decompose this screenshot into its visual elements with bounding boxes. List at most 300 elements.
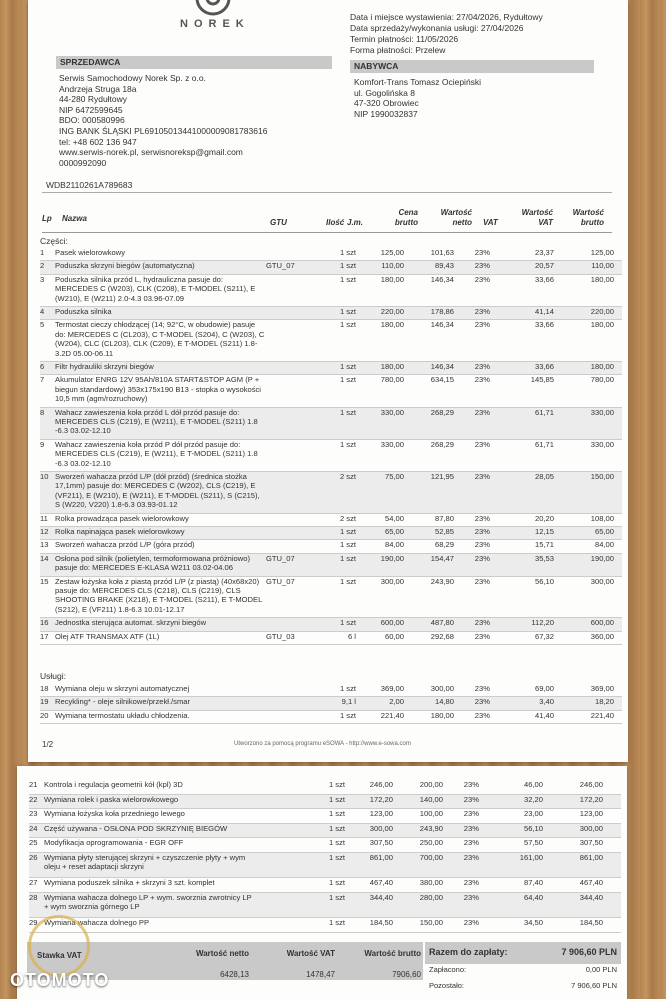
cell-net: 300,00	[430, 684, 454, 693]
cell-name: Wymiana płyty sterującej skrzyni + czyszczenie płyty + wym oleju + reset adaptacji skrzyni	[44, 853, 246, 872]
cell-gross: 123,00	[579, 809, 603, 819]
due-date: Termin płatności: 11/05/2026	[350, 34, 459, 44]
cell-vatv: 33,66	[534, 274, 554, 284]
cell-qty: 1 szt	[339, 274, 356, 284]
cell-vatv: 15,71	[534, 540, 554, 550]
table-row	[40, 375, 622, 407]
table-row	[40, 577, 622, 619]
cell-lp: 26	[29, 853, 38, 862]
cell-gtu: GTU_07	[266, 553, 295, 563]
cell-qty: 1 szt	[339, 618, 356, 628]
table-row	[40, 261, 622, 274]
seller-line: www.serwis-norek.pl, serwisnoreksp@gmail.com	[59, 147, 243, 158]
cell-qty: 1 szt	[339, 540, 356, 550]
totals-vat-label: Wartość VAT	[286, 949, 335, 958]
cell-vat: 23%	[463, 794, 479, 804]
cell-net: 634,15	[430, 375, 454, 385]
cell-vat: 23%	[474, 375, 490, 385]
col-gtu: GTU	[270, 218, 287, 227]
cell-price: 190,00	[380, 553, 404, 563]
issue-date: Data i miejsce wystawienia: 27/04/2026, Rydułtowy	[350, 12, 543, 22]
company-stamp	[28, 915, 90, 977]
paid-label: Zapłacono:	[429, 965, 467, 974]
cell-qty: 1 szt	[328, 892, 345, 902]
cell-vat: 23%	[463, 838, 479, 848]
payment-form: Forma płatności: Przelew	[350, 45, 446, 55]
cell-lp: 15	[40, 576, 49, 586]
cell-vat: 23%	[474, 261, 490, 271]
cell-gtu: GTU_03	[266, 631, 295, 641]
table-row	[40, 618, 622, 631]
cell-lp: 13	[40, 540, 49, 550]
col-gross: Wartość brutto	[572, 208, 604, 227]
cell-name: Poduszka silnika przód L, hydrauliczna pasuje do: MERCEDES C (W203), CLK (C208), E T-MODEL (S211), E (W210), E (W211) 2.0-4.3 03.96-07.09	[55, 274, 256, 303]
cell-vatv: 23,37	[534, 248, 554, 257]
cell-net: 250,00	[419, 838, 443, 848]
cell-vatv: 32,20	[523, 794, 543, 804]
cell-price: 600,00	[380, 618, 404, 628]
cell-net: 146,34	[430, 320, 454, 330]
seller-line: tel: +48 602 136 947	[59, 136, 137, 147]
section-parts: Części:	[40, 236, 68, 246]
cell-price: 344,40	[369, 892, 393, 902]
table-row	[29, 838, 621, 853]
cell-vatv: 41,40	[534, 710, 554, 720]
cell-vat: 23%	[463, 809, 479, 819]
table-row	[40, 527, 622, 540]
cell-qty: 2 szt	[339, 472, 356, 481]
totals-vat: 1478,47	[306, 970, 335, 979]
cell-qty: 6 l	[347, 631, 356, 641]
cell-price: 65,00	[384, 527, 404, 536]
cell-lp: 28	[29, 892, 38, 902]
page-number: 1/2	[42, 740, 54, 749]
cell-vatv: 3,40	[539, 697, 554, 707]
table-row	[29, 853, 621, 878]
cell-gross: 600,00	[590, 618, 614, 628]
table-row	[40, 408, 622, 440]
cell-lp: 19	[40, 697, 49, 707]
cell-qty: 2 szt	[339, 513, 356, 523]
cell-vat: 23%	[474, 553, 490, 563]
cell-price: 2,00	[389, 697, 404, 707]
cell-lp: 29	[29, 918, 38, 927]
cell-net: 101,63	[430, 248, 454, 257]
cell-name: Wymiana łożyska koła przedniego lewego	[44, 809, 185, 819]
table-row	[29, 878, 621, 893]
section-services: Usługi:	[40, 671, 66, 681]
cell-vatv: 35,53	[534, 553, 554, 563]
cell-gross: 180,00	[590, 274, 614, 284]
cell-price: 54,00	[384, 513, 404, 523]
cell-lp: 1	[40, 248, 45, 257]
cell-price: 369,00	[380, 684, 404, 693]
table-row	[29, 780, 621, 795]
cell-vatv: 69,00	[534, 684, 554, 693]
col-unit: J.m.	[347, 218, 364, 227]
cell-price: 307,50	[369, 838, 393, 848]
cell-gross: 221,40	[590, 710, 614, 720]
cell-lp: 20	[40, 710, 49, 720]
cell-lp: 14	[40, 553, 49, 563]
totals-net-label: Wartość netto	[195, 949, 249, 958]
table-row	[40, 554, 622, 577]
cell-vat: 23%	[463, 853, 479, 862]
cell-vat: 23%	[474, 631, 490, 641]
cell-vatv: 41,14	[534, 307, 554, 316]
cell-lp: 24	[29, 823, 38, 833]
cell-qty: 1 szt	[328, 780, 345, 789]
cell-qty: 1 szt	[339, 375, 356, 385]
rest-label: Pozostało:	[429, 981, 465, 990]
cell-vatv: 57,50	[523, 838, 543, 848]
cell-vat: 23%	[474, 618, 490, 628]
totals-net: 6428,13	[220, 970, 249, 979]
cell-vat: 23%	[474, 527, 490, 536]
rest-amount: 7 906,60 PLN	[571, 981, 617, 990]
seller-line: 0000992090	[59, 157, 107, 168]
cell-price: 123,00	[369, 809, 393, 819]
seller-line: 44-280 Rydułtowy	[59, 94, 128, 105]
table-row	[40, 472, 622, 514]
seller-line: Serwis Samochodowy Norek Sp. z o.o.	[59, 73, 206, 83]
cell-lp: 25	[29, 838, 38, 848]
seller-line: NIP 6472599645	[59, 104, 123, 115]
cell-price: 780,00	[380, 375, 404, 385]
cell-net: 87,80	[434, 513, 454, 523]
table-row	[29, 824, 621, 839]
cell-name: Sworzeń wahacza przód L/P (dół przód) (średnica stożka 17,1mm) pasuje do: MERCEDES C (W202), CLS (C219), E (VF211), E (W210), E (W211), E T-MODEL (S211), S (C215), S (W220, V220) 1.8-6.3 03.93-01.12	[55, 472, 260, 510]
cell-net: 52,85	[434, 527, 454, 536]
table-row	[29, 809, 621, 824]
cell-name: Wymiana oleju w skrzyni automatycznej	[55, 684, 190, 693]
cell-gross: 84,00	[594, 540, 614, 550]
cell-name: Jednostka sterująca automat. skrzyni biegów	[55, 618, 207, 628]
cell-vatv: 61,71	[534, 407, 554, 417]
table-row	[40, 632, 622, 645]
cell-vatv: 56,10	[534, 576, 554, 586]
cell-vat: 23%	[474, 439, 490, 449]
table-row	[40, 540, 622, 553]
cell-gross: 65,00	[594, 527, 614, 536]
logo-text: NOREK	[180, 18, 250, 30]
cell-gross: 246,00	[579, 780, 603, 789]
table-row	[29, 918, 621, 933]
cell-name: Kontrola i regulacja geometrii kół (kpl) 3D	[44, 780, 183, 789]
cell-name: Akumulator ENRG 12V 95Ah/810A START&STOP AGM (P + biegun standardowy) 353x175x190 B13 - stopka o wysokości 10,5 mm (agm/rozruchowy)	[55, 375, 261, 404]
cell-vatv: 20,20	[534, 513, 554, 523]
cell-vatv: 67,32	[534, 631, 554, 641]
col-qty: Ilość	[326, 218, 345, 227]
cell-lp: 27	[29, 878, 38, 888]
seller-line: ING BANK ŚLĄSKI PL69105013441000009081783616	[59, 125, 268, 136]
buyer-header: NABYWCA	[350, 60, 594, 73]
cell-net: 100,00	[419, 809, 443, 819]
cell-vatv: 23,00	[523, 809, 543, 819]
cell-net: 700,00	[419, 853, 443, 862]
cell-gross: 780,00	[590, 375, 614, 385]
cell-vatv: 112,20	[531, 618, 554, 628]
cell-lp: 7	[40, 375, 45, 385]
cell-gross: 360,00	[590, 631, 614, 641]
cell-lp: 18	[40, 684, 49, 693]
cell-net: 292,68	[430, 631, 454, 641]
buyer-line: NIP 1990032837	[354, 108, 418, 119]
cell-qty: 1 szt	[339, 684, 356, 693]
cell-qty: 1 szt	[339, 439, 356, 449]
due-amount: 7 906,60 PLN	[561, 947, 617, 957]
cell-price: 330,00	[380, 439, 404, 449]
cell-lp: 8	[40, 407, 45, 417]
table-row	[40, 248, 622, 261]
cell-gross: 125,00	[590, 248, 614, 257]
col-net: Wartość netto	[440, 208, 472, 227]
cell-qty: 9,1 l	[341, 697, 356, 707]
cell-gross: 110,00	[591, 261, 614, 271]
cell-name: Modyfikacja oprogramowania - EGR OFF	[44, 838, 184, 848]
cell-net: 380,00	[419, 878, 443, 888]
col-name: Nazwa	[62, 214, 87, 223]
company-logo	[168, 0, 258, 30]
cell-price: 180,00	[380, 320, 404, 330]
footer-note: Utworzono za pomocą programu eSOWA - http://www.e-sowa.com	[234, 741, 411, 747]
cell-gtu: GTU_07	[266, 576, 295, 586]
cell-name: Wahacz zawieszenia koła przód P dół przód pasuje do: MERCEDES CLS (C219), E (W211), E T-MODEL (S211) 1.8 -6.3 03.02-12.10	[55, 439, 258, 468]
cell-gross: 861,00	[579, 853, 603, 862]
table-row	[40, 275, 622, 307]
cell-name: Wymiana rolek i paska wielorowkowego	[44, 794, 179, 804]
cell-name: Poduszka skrzyni biegów (automatyczna)	[55, 261, 195, 271]
cell-vat: 23%	[474, 362, 490, 371]
cell-lp: 17	[40, 631, 49, 641]
cell-lp: 23	[29, 809, 38, 819]
cell-vat: 23%	[474, 274, 490, 284]
cell-gross: 300,00	[590, 576, 614, 586]
seller-line: BDO: 000580996	[59, 115, 125, 126]
cell-name: Rolka prowadząca pasek wielorowkowy	[55, 513, 189, 523]
cell-name: Część używana - OSŁONA POD SKRZYNIĘ BIEGÓW	[44, 823, 228, 833]
invoice-page-2	[17, 766, 627, 999]
paid-amount: 0,00 PLN	[585, 965, 617, 974]
cell-gross: 369,00	[590, 684, 614, 693]
cell-name: Zestaw łożyska koła z piastą przód L/P (z piastą) (40x68x20) pasuje do: MERCEDES CLS (C218), CLS (C219), CLS SHOOTING BRAKE (X218), E T-MODEL (S211), E T-MODEL (S212), E (VF211) 1.8-6.3 10.01-12.17	[55, 576, 263, 614]
cell-vat: 23%	[474, 407, 490, 417]
totals-rate-label: Stawka VAT	[37, 951, 82, 960]
cell-gross: 108,00	[590, 513, 614, 523]
cell-qty: 1 szt	[339, 320, 356, 330]
cell-qty: 1 szt	[328, 838, 345, 848]
cell-net: 243,90	[419, 823, 443, 833]
cell-gross: 467,40	[579, 878, 603, 888]
cell-price: 300,00	[369, 823, 393, 833]
cell-vatv: 87,40	[523, 878, 543, 888]
cell-vatv: 64,40	[523, 892, 543, 902]
invoice-page-1	[28, 0, 628, 762]
cell-gross: 180,00	[590, 320, 614, 330]
invoice-dates	[350, 12, 543, 56]
cell-qty: 1 szt	[328, 853, 345, 862]
cell-vatv: 61,71	[534, 439, 554, 449]
table-row	[40, 440, 622, 472]
cell-name: Wymiana termostatu układu chłodzenia.	[55, 710, 190, 720]
table-row	[29, 893, 621, 918]
cell-lp: 2	[40, 261, 45, 271]
cell-gross: 184,50	[579, 918, 603, 927]
cell-vat: 23%	[463, 780, 479, 789]
cell-vat: 23%	[463, 823, 479, 833]
col-price: Cena brutto	[394, 208, 418, 227]
cell-lp: 22	[29, 794, 38, 804]
cell-lp: 16	[40, 618, 49, 628]
cell-gross: 18,20	[594, 697, 614, 707]
cell-price: 330,00	[380, 407, 404, 417]
cell-net: 154,47	[430, 553, 454, 563]
divider	[42, 192, 612, 193]
cell-lp: 21	[29, 780, 38, 789]
cell-qty: 1 szt	[339, 248, 356, 257]
cell-price: 84,00	[384, 540, 404, 550]
cell-lp: 10	[40, 472, 49, 481]
cell-gross: 330,00	[590, 439, 614, 449]
table-row	[40, 514, 622, 527]
cell-name: Termostat cieczy chłodzącej (14; 92°C, w obudowie) pasuje do: MERCEDES C (CL203), C T-MODEL (S204), C (W203), C (W204), CLC (CL203), CLK (C209), E T-MODEL (S211) 1.8-3.2D 05.00-06.11	[55, 320, 265, 358]
buyer-details	[354, 77, 481, 119]
buyer-line: Komfort-Trans Tomasz Ociepiński	[354, 77, 482, 87]
cell-net: 268,29	[430, 407, 454, 417]
cell-vat: 23%	[474, 320, 490, 330]
cell-lp: 11	[40, 513, 48, 523]
otomoto-watermark: OTOMOTO	[10, 970, 110, 990]
cell-net: 280,00	[419, 892, 443, 902]
cell-price: 180,00	[380, 274, 404, 284]
cell-vatv: 20,57	[534, 261, 554, 271]
table-row	[40, 684, 622, 697]
cell-net: 200,00	[419, 780, 443, 789]
cell-net: 68,29	[434, 540, 454, 550]
cell-price: 221,40	[380, 710, 404, 720]
cell-price: 75,00	[384, 472, 404, 481]
cell-qty: 1 szt	[339, 576, 356, 586]
cell-price: 467,40	[369, 878, 393, 888]
cell-lp: 3	[40, 274, 45, 284]
sale-date: Data sprzedaży/wykonania usługi: 27/04/2026	[350, 23, 524, 33]
cell-vat: 23%	[474, 684, 490, 693]
cell-gross: 180,00	[590, 362, 614, 371]
cell-gross: 300,00	[579, 823, 603, 833]
cell-price: 60,00	[384, 631, 404, 641]
cell-price: 180,00	[380, 362, 404, 371]
cell-vat: 23%	[474, 307, 490, 316]
cell-net: 140,00	[419, 794, 443, 804]
cell-lp: 5	[40, 320, 45, 330]
cell-vatv: 145,85	[530, 375, 554, 385]
table-row	[40, 307, 622, 320]
cell-price: 110,00	[381, 261, 404, 271]
cell-qty: 1 szt	[328, 918, 345, 927]
buyer-line: 47-320 Obrowiec	[354, 98, 419, 109]
vin-number: WDB2110261A789683	[46, 180, 133, 190]
cell-qty: 1 szt	[339, 553, 356, 563]
cell-net: 14,80	[434, 697, 454, 707]
cell-gross: 150,00	[590, 472, 614, 481]
cell-name: Poduszka silnika	[55, 307, 112, 316]
divider	[42, 232, 612, 233]
cell-gtu: GTU_07	[266, 261, 295, 271]
seller-line: Andrzeja Struga 18a	[59, 83, 137, 94]
cell-vatv: 33,66	[534, 362, 554, 371]
cell-qty: 1 szt	[339, 710, 356, 720]
cell-qty: 1 szt	[339, 362, 356, 371]
cell-net: 146,34	[430, 274, 454, 284]
cell-name: Olej ATF TRANSMAX ATF (1L)	[55, 631, 160, 641]
cell-vat: 23%	[474, 248, 490, 257]
col-vat: VAT	[483, 218, 498, 227]
cell-net: 121,95	[430, 472, 454, 481]
cell-lp: 12	[40, 527, 49, 536]
table-row	[40, 362, 622, 375]
cell-net: 487,80	[430, 618, 454, 628]
cell-qty: 1 szt	[328, 823, 345, 833]
cell-vat: 23%	[463, 878, 479, 888]
cell-price: 246,00	[369, 780, 393, 789]
cell-vatv: 33,66	[534, 320, 554, 330]
cell-net: 150,00	[419, 918, 443, 927]
cell-gross: 190,00	[590, 553, 614, 563]
cell-name: Pasek wielorowkowy	[55, 248, 126, 257]
cell-net: 243,90	[430, 576, 454, 586]
table-row	[40, 711, 622, 724]
cell-qty: 1 szt	[339, 307, 356, 316]
cell-vatv: 56,10	[523, 823, 543, 833]
cell-gross: 344,40	[579, 892, 603, 902]
cell-name: Filtr hydrauliki skrzyni biegów	[55, 362, 154, 371]
cell-name: Sworzeń wahacza przód L/P (góra przód)	[55, 540, 195, 550]
cell-price: 184,50	[369, 918, 393, 927]
cell-vat: 23%	[474, 513, 490, 523]
cell-price: 125,00	[380, 248, 404, 257]
table-row	[40, 320, 622, 362]
cell-gross: 172,20	[579, 794, 603, 804]
cell-vatv: 161,00	[519, 853, 543, 862]
cell-gross: 220,00	[590, 307, 614, 316]
cell-name: Osłona pod silnik (polietylen, termoformowana próżniowo) pasuje do: MERCEDES E-KLASA W211 03.02-04.06	[55, 553, 250, 573]
cell-vatv: 12,15	[534, 527, 554, 536]
cell-price: 300,00	[380, 576, 404, 586]
cell-name: Rolka napinająca pasek wielorowkowy	[55, 527, 185, 536]
col-vat-value: Wartość VAT	[521, 208, 553, 227]
totals-gross: 7906,60	[392, 970, 421, 979]
seller-header: SPRZEDAWCA	[56, 56, 332, 69]
cell-lp: 9	[40, 439, 45, 449]
cell-lp: 6	[40, 362, 45, 371]
cell-lp: 4	[40, 307, 45, 316]
cell-net: 180,00	[430, 710, 454, 720]
cell-vatv: 28,05	[534, 472, 554, 481]
cell-qty: 1 szt	[339, 527, 356, 536]
buyer-line: ul. Gogolińska 8	[354, 87, 415, 98]
cell-vat: 23%	[463, 892, 479, 902]
table-row	[40, 697, 622, 710]
cell-net: 268,29	[430, 439, 454, 449]
cell-qty: 1 szt	[339, 407, 356, 417]
cell-qty: 1 szt	[328, 878, 345, 888]
cell-vat: 23%	[463, 918, 479, 927]
cell-qty: 1 szt	[328, 809, 345, 819]
cell-price: 220,00	[380, 307, 404, 316]
cell-vat: 23%	[474, 472, 490, 481]
col-lp: Lp	[42, 214, 52, 223]
cell-price: 861,00	[369, 853, 393, 862]
